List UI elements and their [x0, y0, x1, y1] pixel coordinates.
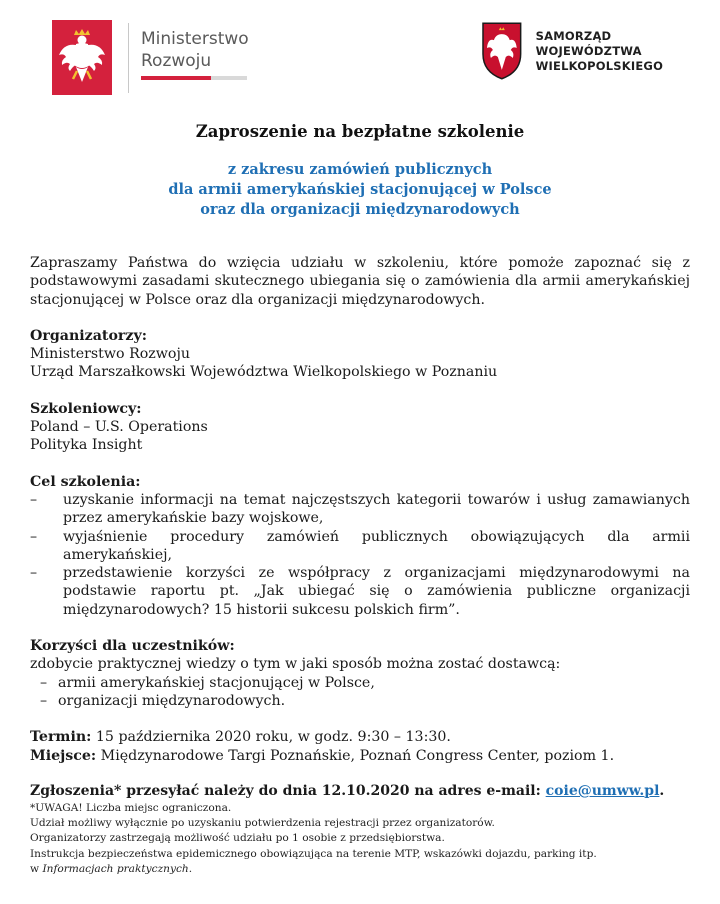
place-value: Międzynarodowe Targi Poznańskie, Poznań Congress Center, poziom 1.	[100, 747, 615, 764]
place-line	[30, 747, 690, 765]
ministry-name-line1: Ministerstwo	[141, 29, 249, 49]
organizers-heading: Organizatorzy:	[30, 327, 147, 344]
page-title: Zaproszenie na bezpłatne szkolenie	[195, 122, 525, 141]
list-item: – organizacji międzynarodowych.	[40, 692, 286, 709]
region-logo	[482, 22, 720, 80]
white-eagle-icon	[52, 20, 112, 95]
trainers-heading: Szkoleniowcy:	[30, 400, 142, 417]
note-line: *UWAGA! Liczba miejsc ograniczona.	[30, 802, 232, 814]
practical-info-text: Informacjach praktycznych	[42, 862, 189, 875]
region-shield-icon	[482, 22, 522, 80]
registration-text: Zgłoszenia* przesyłać należy do dnia 12.10.2020 na adres e-mail:	[30, 783, 546, 799]
ministry-logo	[52, 20, 249, 95]
ministry-color-bar	[141, 76, 247, 80]
document-body	[30, 254, 690, 765]
goal-list	[30, 491, 690, 619]
organizer-item: Urząd Marszałkowski Województwa Wielkopolskiego w Poznaniu	[30, 364, 498, 381]
region-name-line2: WIELKOPOLSKIEGO	[535, 58, 664, 73]
organizer-item: Ministerstwo Rozwoju	[30, 346, 190, 363]
subtitle	[0, 160, 720, 220]
benefits-list	[30, 674, 690, 711]
term-label: Termin:	[30, 729, 92, 746]
ministry-name-line2: Rozwoju	[141, 51, 212, 71]
list-item: – armii amerykańskiej stacjonującej w Polsce,	[40, 674, 375, 691]
region-name-line1: SAMORZĄD WOJEWÓDZTWA	[535, 28, 642, 58]
registration-line: Zgłoszenia* przesyłać należy do dnia 12.10.2020 na adres e-mail: coie@umww.pl.	[30, 783, 665, 799]
note-line: Instrukcja bezpieczeństwa epidemicznego obowiązująca na terenie MTP, wskazówki dojazdu, parking itp.	[30, 847, 597, 860]
subtitle-line: oraz dla organizacji międzynarodowych	[200, 201, 520, 218]
note-line: Organizatorzy zastrzegają możliwość udziału po 1 osobie z przedsiębiorstwa.	[30, 832, 445, 845]
note-line: w Informacjach praktycznych.	[30, 862, 193, 875]
list-item: – wyjaśnienie procedury zamówień publicznych obowiązujących dla armii amerykańskiej,	[30, 528, 690, 563]
place-label: Miejsce:	[30, 747, 97, 764]
subtitle-line: dla armii amerykańskiej stacjonującej w Polsce	[168, 181, 552, 198]
list-item: – uzyskanie informacji na temat najczęstszych kategorii towarów i usług zamawianych przez amerykańskie bazy wojskowe,	[30, 491, 690, 527]
goal-heading: Cel szkolenia:	[30, 473, 141, 490]
subtitle-line: z zakresu zamówień publicznych	[227, 161, 493, 178]
footnotes	[30, 801, 702, 877]
trainer-item: Poland – U.S. Operations	[30, 419, 208, 436]
term-line	[30, 728, 690, 746]
benefits-lead: zdobycie praktycznej wiedzy o tym w jaki sposób można zostać dostawcą:	[30, 656, 561, 673]
benefits-heading: Korzyści dla uczestników:	[30, 638, 235, 655]
intro-paragraph: Zapraszamy Państwa do wzięcia udziału w szkoleniu, które pomoże zapoznać się z podstawowymi zasadami skutecznego ubiegania się o zamówienia dla armii amerykańskiej stacjonującej w Polsce oraz dla organizacji międzynarodowych.	[30, 255, 690, 308]
term-value: 15 października 2020 roku, w godz. 9:30 – 13:30.	[95, 729, 451, 746]
list-item: – przedstawienie korzyści ze współpracy z organizacjami międzynarodowymi na podstawie raportu pt. „Jak ubiegać się o zamówienia publiczne organizacji międzynarodowych? 15 historii sukcesu polskich firm”.	[30, 565, 690, 618]
trainer-item: Polityka Insight	[30, 437, 143, 454]
email-link[interactable]: coie@umww.pl	[545, 783, 660, 799]
note-line: Udział możliwy wyłącznie po uzyskaniu potwierdzenia rejestracji przez organizatorów.	[30, 817, 495, 830]
